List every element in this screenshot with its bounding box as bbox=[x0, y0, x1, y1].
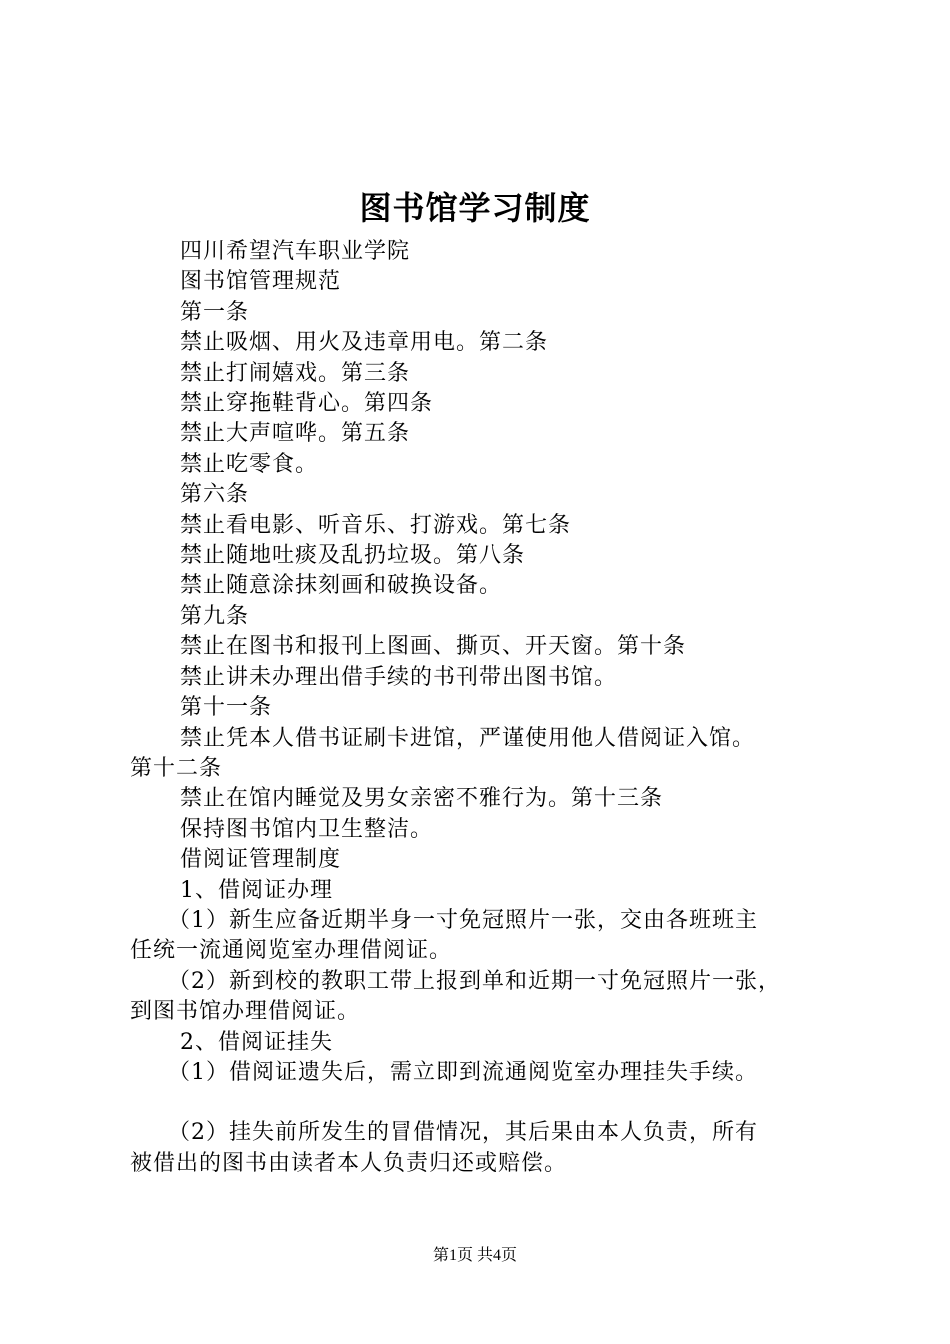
body-line-rule: 禁止吸烟、用火及违章用电。第二条 bbox=[180, 330, 549, 356]
body-line-subsection-heading: 1、借阅证办理 bbox=[180, 877, 333, 903]
body-line-rule: 禁止在图书和报刊上图画、撕页、开天窗。第十条 bbox=[180, 634, 687, 660]
body-line-rule: 禁止吃零食。 bbox=[180, 451, 319, 477]
body-line-rule: 禁止凭本人借书证刷卡进馆，严谨使用他人借阅证入馆。 bbox=[180, 725, 756, 751]
body-line-article-heading: 第六条 bbox=[180, 482, 250, 508]
body-line-paragraph: （2）新到校的教职工带上报到单和近期一寸免冠照片一张， bbox=[168, 968, 781, 994]
document-body bbox=[130, 237, 845, 1179]
body-line-school-name: 四川希望汽车职业学院 bbox=[180, 239, 411, 264]
body-line-article-heading: 第十二条 bbox=[130, 755, 223, 781]
body-line-section-heading: 图书馆管理规范 bbox=[180, 269, 342, 295]
body-line-paragraph: （1）借阅证遗失后，需立即到流通阅览室办理挂失手续。 bbox=[168, 1059, 758, 1085]
body-line-paragraph: 被借出的图书由读者本人负责归还或赔偿。 bbox=[130, 1150, 568, 1176]
body-line-rule: 保持图书馆内卫生整洁。 bbox=[180, 816, 434, 842]
body-line-paragraph: 到图书馆办理借阅证。 bbox=[130, 999, 361, 1025]
body-line-subsection-heading: 2、借阅证挂失 bbox=[180, 1029, 333, 1055]
body-line-section-heading: 借阅证管理制度 bbox=[180, 847, 342, 873]
document-title: 图书馆学习制度 bbox=[359, 189, 591, 227]
body-line-paragraph: （2）挂失前所发生的冒借情况，其后果由本人负责，所有 bbox=[168, 1120, 758, 1146]
body-line-rule: 禁止在馆内睡觉及男女亲密不雅行为。第十三条 bbox=[180, 786, 664, 812]
body-line-rule: 禁止穿拖鞋背心。第四条 bbox=[180, 391, 434, 417]
body-line-paragraph: 任统一流通阅览室办理借阅证。 bbox=[130, 938, 453, 964]
body-line-article-heading: 第一条 bbox=[180, 299, 250, 325]
body-line-article-heading: 第九条 bbox=[180, 603, 250, 629]
page-footer: 第1页 共4页 bbox=[432, 1247, 517, 1264]
body-line-rule: 禁止大声喧哗。第五条 bbox=[180, 421, 411, 447]
body-line-rule: 禁止讲未办理出借手续的书刊带出图书馆。 bbox=[180, 664, 618, 690]
body-line-paragraph: （1）新生应备近期半身一寸免冠照片一张，交由各班班主 bbox=[168, 907, 758, 933]
paragraph-gap bbox=[130, 1088, 845, 1118]
body-line-rule: 禁止打闹嬉戏。第三条 bbox=[180, 360, 411, 386]
body-line-rule: 禁止随地吐痰及乱扔垃圾。第八条 bbox=[180, 543, 526, 569]
body-line-rule: 禁止看电影、听音乐、打游戏。第七条 bbox=[180, 512, 572, 538]
body-line-article-heading: 第十一条 bbox=[180, 695, 273, 721]
body-line-rule: 禁止随意涂抹刻画和破换设备。 bbox=[180, 573, 503, 599]
